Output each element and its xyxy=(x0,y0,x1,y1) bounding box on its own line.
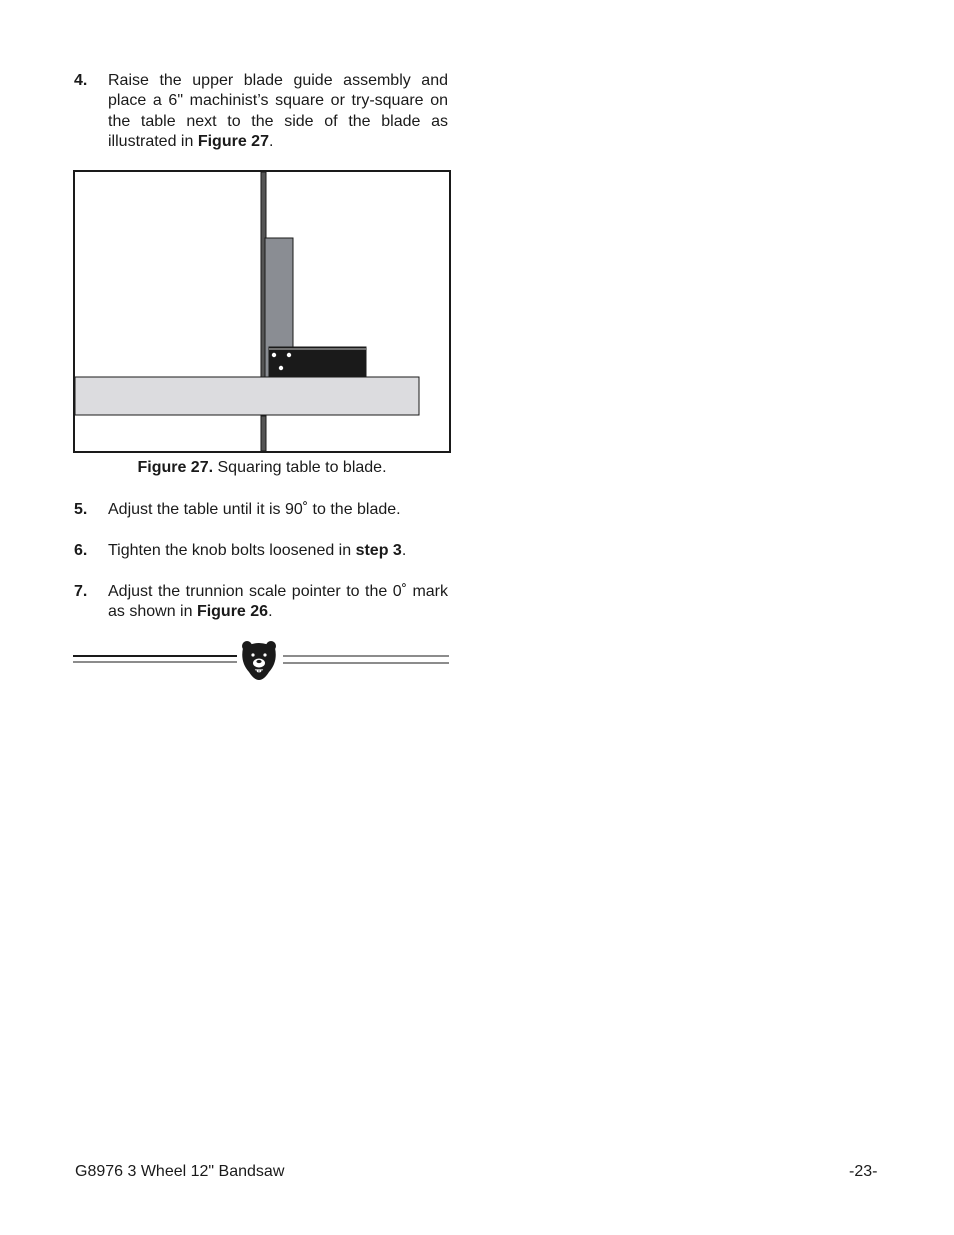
step-text: Adjust the trunnion scale pointer to the 0˚ mark as shown in Figure 26. xyxy=(108,583,448,621)
figure-27-illustration xyxy=(73,170,451,453)
square-handle xyxy=(269,347,366,377)
step-7 xyxy=(74,582,448,623)
saw-table xyxy=(75,377,419,415)
step-number: 5. xyxy=(74,501,88,518)
step-text: Raise the upper blade guide assembly and place a 6" machinist’s square or try-square on the table next to the side of the blade as illustrated in Figure 27. xyxy=(108,72,448,150)
squaring-diagram xyxy=(75,172,449,451)
step-4 xyxy=(74,71,448,152)
step-text: Adjust the table until it is 90˚ to the blade. xyxy=(108,501,401,518)
footer-document-title: G8976 3 Wheel 12" Bandsaw xyxy=(75,1163,285,1180)
bear-logo-icon xyxy=(242,641,276,680)
step-number: 7. xyxy=(74,583,88,600)
step-number: 4. xyxy=(74,72,88,89)
step-text: Tighten the knob bolts loosened in step 3. xyxy=(108,542,407,559)
step-6 xyxy=(74,541,448,561)
section-divider xyxy=(73,638,449,684)
figure-caption: Figure 27. Squaring table to blade. xyxy=(137,459,387,476)
rivet xyxy=(287,353,291,357)
rivet xyxy=(272,353,276,357)
step-number: 6. xyxy=(74,542,88,559)
step-5 xyxy=(74,500,448,520)
rivet xyxy=(279,366,283,370)
footer-page-number: -23- xyxy=(849,1163,878,1180)
